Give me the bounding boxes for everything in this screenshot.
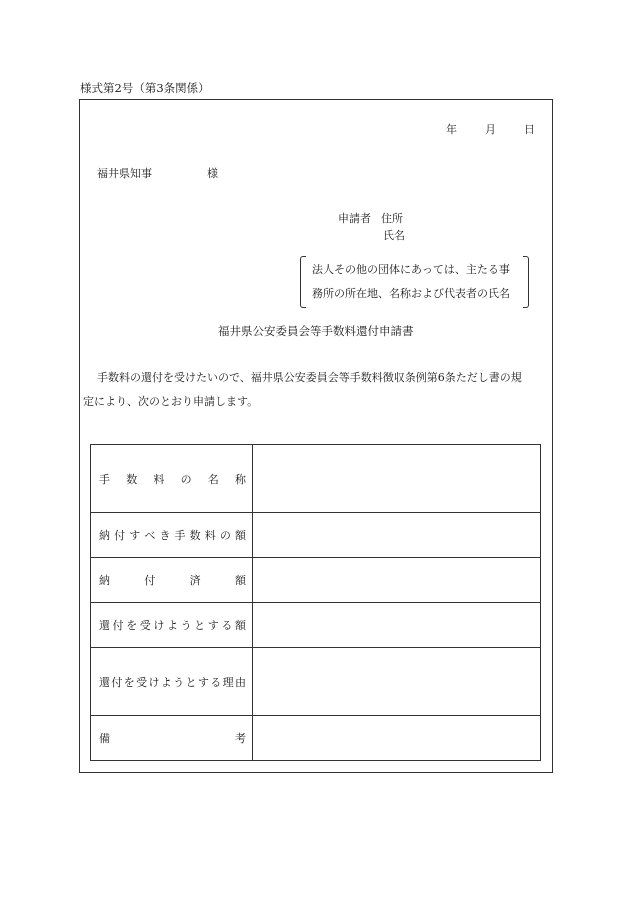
row-value-paid-amount[interactable] xyxy=(253,558,541,603)
table-row xyxy=(91,558,541,603)
row-value-fee-due[interactable] xyxy=(253,513,541,558)
date-day-label: 日 xyxy=(524,123,535,136)
label-char: よ xyxy=(160,675,172,689)
label-char: る xyxy=(221,619,233,632)
label-char: 名 xyxy=(207,472,219,486)
label-char: 料 xyxy=(204,529,216,542)
label-char: き xyxy=(159,529,171,542)
date-month-label: 月 xyxy=(485,123,496,136)
label-char: 称 xyxy=(234,472,246,486)
label-char: 額 xyxy=(234,529,246,542)
label-char: 手 xyxy=(99,472,110,486)
label-char: の xyxy=(219,529,231,542)
table-row xyxy=(91,513,541,558)
label-char: 数 xyxy=(189,529,201,542)
label-char: す xyxy=(197,675,209,689)
left-bracket xyxy=(300,256,306,308)
row-value-fee-name[interactable] xyxy=(253,445,541,513)
fee-refund-table xyxy=(90,444,541,761)
applicant-label: 申請者 xyxy=(338,212,371,225)
label-char: 受 xyxy=(136,675,148,689)
row-value-refund-reason[interactable] xyxy=(253,648,541,716)
label-char: 還 xyxy=(99,619,110,632)
label-char: す xyxy=(129,529,141,542)
date-line xyxy=(446,121,535,137)
label-char: よ xyxy=(166,619,178,632)
row-value-refund-amount[interactable] xyxy=(253,603,541,648)
table-row xyxy=(91,445,541,513)
row-label-fee-name xyxy=(91,445,253,513)
label-char: す xyxy=(207,619,219,632)
table-row xyxy=(91,648,541,716)
label-char: 済 xyxy=(189,574,201,587)
form-number-label: 様式第2号（第3条関係） xyxy=(80,81,210,95)
row-label-fee-due xyxy=(91,513,253,558)
note-line: 務所の所在地、名称および代表者の氏名 xyxy=(312,287,510,300)
right-bracket xyxy=(523,256,529,308)
applicant-address-label: 住所 xyxy=(381,212,403,225)
label-char: 備 xyxy=(99,732,110,745)
label-char: と xyxy=(194,619,206,632)
label-char: 納 xyxy=(99,574,110,587)
addressee: 福井県知事 様 xyxy=(97,167,218,180)
table-row xyxy=(91,603,541,648)
label-char: 料 xyxy=(153,472,165,486)
document-title: 福井県公安委員会等手数料還付申請書 xyxy=(218,324,414,338)
label-char: と xyxy=(185,675,197,689)
table-row xyxy=(91,716,541,761)
label-char: る xyxy=(210,675,222,689)
label-char: 付 xyxy=(144,574,156,587)
row-label-paid-amount xyxy=(91,558,253,603)
date-year-label: 年 xyxy=(446,123,457,136)
row-label-refund-amount xyxy=(91,603,253,648)
label-char: 考 xyxy=(235,732,246,745)
label-char: べ xyxy=(144,529,156,542)
label-char: 理 xyxy=(222,675,234,689)
label-char: 還 xyxy=(99,675,110,689)
label-char: 付 xyxy=(112,619,124,632)
label-char: け xyxy=(148,675,160,689)
label-char: 受 xyxy=(139,619,151,632)
label-char: け xyxy=(153,619,165,632)
label-char: 数 xyxy=(126,472,138,486)
label-char: 由 xyxy=(234,675,246,689)
label-char: う xyxy=(173,675,185,689)
label-char: 付 xyxy=(111,675,123,689)
body-text-line: 定により、次のとおり申請します。 xyxy=(83,395,259,408)
label-char: 額 xyxy=(234,574,246,587)
body-text-line: 手数料の還付を受けたいので、福井県公安委員会等手数料徴収条例第6条ただし書の規 xyxy=(97,371,522,384)
row-label-refund-reason xyxy=(91,648,253,716)
note-line: 法人その他の団体にあっては、主たる事 xyxy=(312,263,510,276)
label-char: 納 xyxy=(99,529,110,542)
row-value-remarks[interactable] xyxy=(253,716,541,761)
label-char: を xyxy=(126,619,138,632)
row-label-remarks xyxy=(91,716,253,761)
label-char: の xyxy=(180,472,192,486)
label-char: を xyxy=(123,675,135,689)
applicant-name-label: 氏名 xyxy=(383,229,405,242)
label-char: う xyxy=(180,619,192,632)
label-char: 付 xyxy=(114,529,126,542)
label-char: 手 xyxy=(174,529,186,542)
label-char: 額 xyxy=(234,619,246,632)
